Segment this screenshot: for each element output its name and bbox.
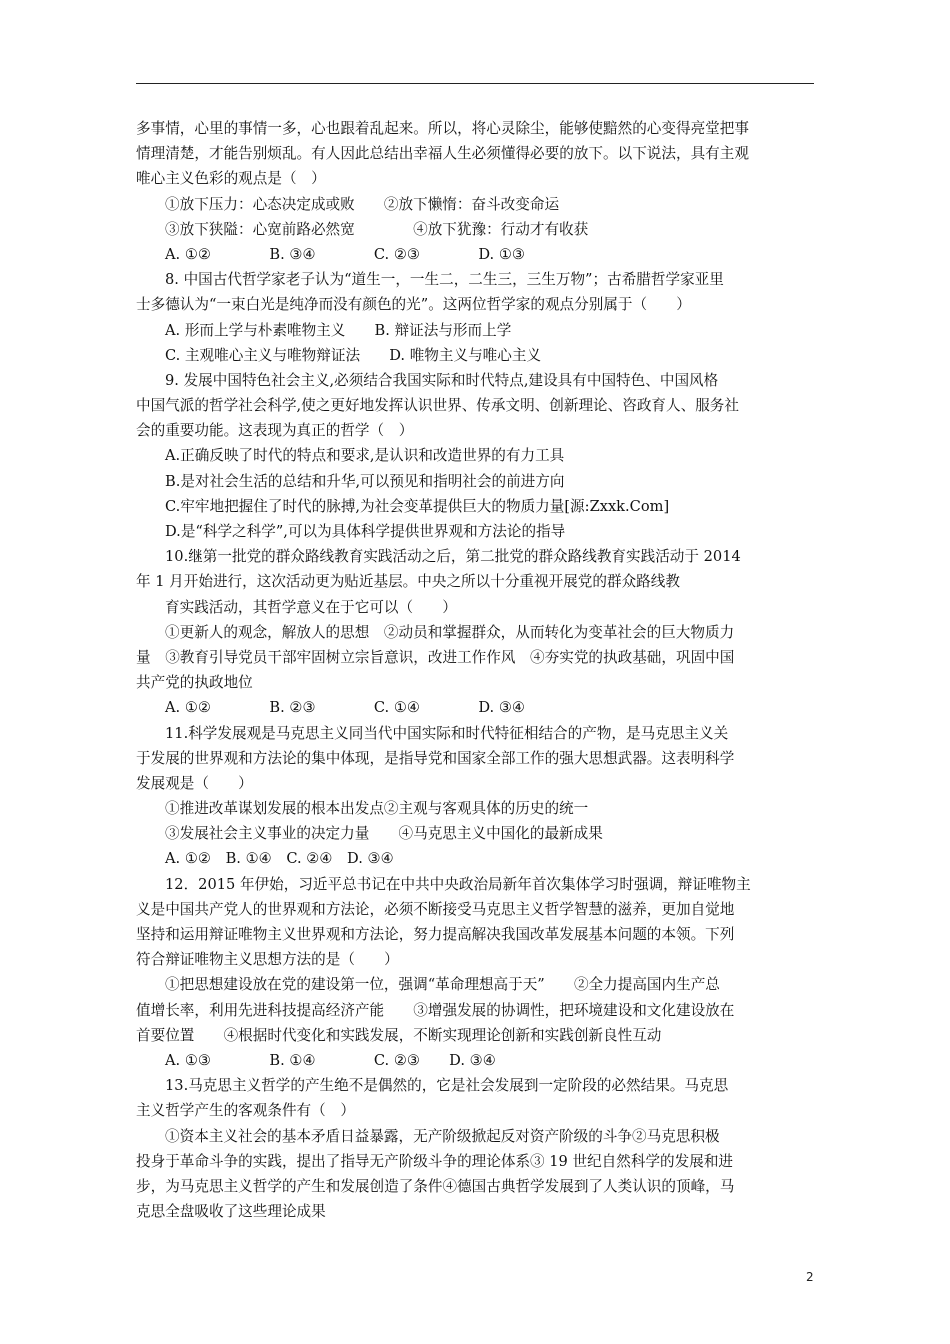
text-line: 13.马克思主义哲学的产生绝不是偶然的，它是社会发展到一定阶段的必然结果。马克思 <box>165 1077 729 1095</box>
text-line: C.牢牢地把握住了时代的脉搏,为社会变革提供巨大的物质力量[源:Zxxk.Com] <box>165 497 670 515</box>
text-line: 会的重要功能。这表现为真正的哲学（ ） <box>136 422 414 440</box>
text-line: 共产党的执政地位 <box>136 674 253 692</box>
text-line: 8. 中国古代哲学家老子认为“道生一，一生二，二生三，三生万物”；古希腊哲学家亚里 <box>165 271 724 289</box>
text-line: ①放下压力：心态决定成或败 ②放下懒惰：奋斗改变命运 <box>165 195 560 213</box>
text-line: ①推进改革谋划发展的根本出发点②主观与客观具体的历史的统一 <box>165 800 589 818</box>
text-line: 主义哲学产生的客观条件有（ ） <box>136 1102 355 1120</box>
text-line: 育实践活动，其哲学意义在于它可以（ ） <box>165 598 457 616</box>
text-line: C. 主观唯心主义与唯物辩证法 D. 唯物主义与唯心主义 <box>165 346 542 364</box>
text-line: 步，为马克思主义哲学的产生和发展创造了条件④德国古典哲学发展到了人类认识的顶峰，马 <box>136 1177 735 1195</box>
text-line: 年 1 月开始进行，这次活动更为贴近基层。中央之所以十分重视开展党的群众路线教 <box>136 573 680 591</box>
text-line: 12．2015 年伊始，习近平总书记在中共中央政治局新年首次集体学习时强调，辩证唯物主 <box>165 875 751 893</box>
text-line: 9. 发展中国特色社会主义,必须结合我国实际和时代特点,建设具有中国特色、中国风格 <box>165 371 719 389</box>
header-rule <box>136 83 814 84</box>
text-line: A.正确反映了时代的特点和要求,是认识和改造世界的有力工具 <box>165 447 565 465</box>
text-line: D.是“科学之科学”,可以为具体科学提供世界观和方法论的指导 <box>165 523 566 540</box>
text-line: 量 ③教育引导党员干部牢固树立宗旨意识，改进工作作风 ④夯实党的执政基础，巩固中国 <box>136 648 735 666</box>
text-line: A. ①② B. ②③ C. ①④ D. ③④ <box>165 699 525 717</box>
text-line: A. ①③ B. ①④ C. ②③ D. ③④ <box>165 1051 496 1069</box>
text-line: A. ①② B. ③④ C. ②③ D. ①③ <box>165 245 525 263</box>
text-line: 中国气派的哲学社会科学,使之更好地发挥认识世界、传承文明、创新理论、咨政育人、服务社 <box>136 397 739 415</box>
text-line: 情理清楚，才能告别烦乱。有人因此总结出幸福人生必须懂得必要的放下。以下说法，具有主观 <box>136 145 749 163</box>
text-line: 多事情，心里的事情一多，心也跟着乱起来。所以，将心灵除尘，能够使黯然的心变得亮堂把事 <box>136 120 749 137</box>
text-line: 于发展的世界观和方法论的集中体现，是指导党和国家全部工作的强大思想武器。这表明科学 <box>136 749 735 767</box>
text-line: ①资本主义社会的基本矛盾日益暴露，无产阶级掀起反对资产阶级的斗争②马克思积极 <box>165 1127 720 1145</box>
text-line: 克思全盘吸收了这些理论成果 <box>136 1203 326 1221</box>
text-line: 发展观是（ ） <box>136 774 253 792</box>
text-line: 值增长率，利用先进科技提高经济产能 ③增强发展的协调性，把环境建设和文化建设放在 <box>136 1001 735 1019</box>
text-line: ③放下狭隘：心宽前路必然宽 ④放下犹豫：行动才有收获 <box>165 220 589 238</box>
text-line: 11.科学发展观是马克思主义同当代中国实际和时代特征相结合的产物，是马克思主义关 <box>165 724 729 742</box>
text-line: 首要位置 ④根据时代变化和实践发展，不断实现理论创新和实践创新良性互动 <box>136 1026 662 1044</box>
text-line: 唯心主义色彩的观点是（ ） <box>136 170 326 188</box>
page-number: 2 <box>806 1270 814 1284</box>
text-line: 坚持和运用辩证唯物主义世界观和方法论，努力提高解决我国改革发展基本问题的本领。下列 <box>136 926 735 943</box>
text-line: B.是对社会生活的总结和升华,可以预见和指明社会的前进方向 <box>165 472 565 490</box>
text-line: ①把思想建设放在党的建设第一位，强调“革命理想高于天” ②全力提高国内生产总 <box>165 976 720 994</box>
text-line: ①更新人的观念，解放人的思想 ②动员和掌握群众，从而转化为变革社会的巨大物质力 <box>165 623 735 641</box>
text-line: 符合辩证唯物主义思想方法的是（ ） <box>136 951 399 969</box>
page-body <box>136 116 814 1224</box>
text-line: ③发展社会主义事业的决定力量 ④马克思主义中国化的最新成果 <box>165 825 603 843</box>
text-line: 10.继第一批党的群众路线教育实践活动之后，第二批党的群众路线教育实践活动于 2014 <box>165 548 741 566</box>
text-line: 士多德认为“一束白光是纯净而没有颜色的光”。这两位哲学家的观点分别属于（ ） <box>136 296 691 314</box>
text-line: A. ①② B. ①④ C. ②④ D. ③④ <box>165 850 394 868</box>
text-line: 义是中国共产党人的世界观和方法论，必须不断接受马克思主义哲学智慧的滋养，更加自觉地 <box>136 900 735 918</box>
text-line: 投身于革命斗争的实践，提出了指导无产阶级斗争的理论体系③ 19 世纪自然科学的发展和进 <box>136 1152 734 1170</box>
text-line: A. 形而上学与朴素唯物主义 B. 辩证法与形而上学 <box>165 321 512 339</box>
